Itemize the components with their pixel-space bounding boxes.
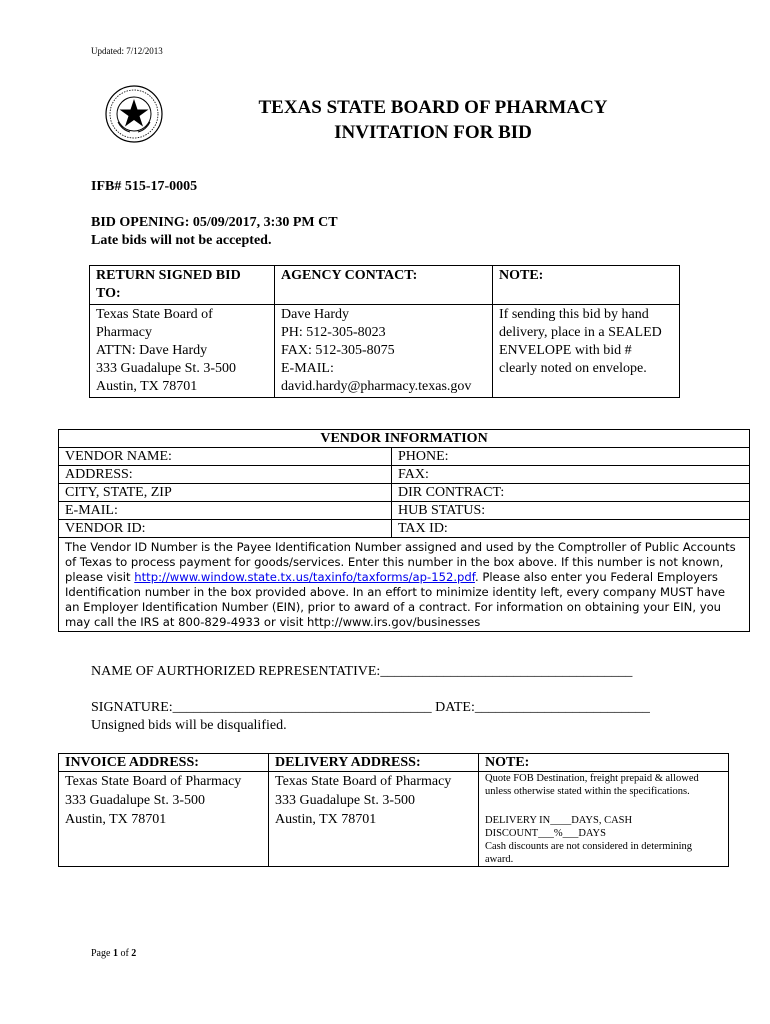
- contact-table: [89, 265, 680, 398]
- vendor-id-field[interactable]: VENDOR ID:: [59, 520, 392, 538]
- title-line-2: INVITATION FOR BID: [334, 122, 532, 143]
- contact-name: Dave Hardy: [281, 307, 350, 322]
- contact-email: david.hardy@pharmacy.texas.gov: [281, 379, 472, 394]
- delivery-line: Austin, TX 78701: [275, 812, 377, 827]
- hand-delivery-note: If sending this bid by hand delivery, place in a SEALED ENVELOPE with bid # clearly noted on envelope.: [493, 305, 680, 398]
- invoice-line: 333 Guadalupe St. 3-500: [65, 793, 205, 808]
- invoice-line: Texas State Board of Pharmacy: [65, 774, 242, 789]
- signature-date-field[interactable]: SIGNATURE:_____________________________________ DATE:_________________________: [91, 700, 650, 715]
- page-prefix: Page: [91, 948, 113, 959]
- vendor-info-header: VENDOR INFORMATION: [59, 430, 750, 448]
- return-line: ATTN: Dave Hardy: [96, 343, 208, 358]
- phone-field[interactable]: PHONE:: [392, 448, 750, 466]
- updated-date: Updated: 7/12/2013: [91, 46, 163, 56]
- delivery-line: 333 Guadalupe St. 3-500: [275, 793, 415, 808]
- return-header: RETURN SIGNED BID TO:: [90, 266, 275, 305]
- page-title: [200, 95, 666, 145]
- notes-text-1: The Vendor ID Number is the Payee Identification Number assigned and used by the Comptroller of Public Accounts of Texas to process payment for goods/services. Enter this number in the box above. If this number is not known, please visit: [65, 540, 736, 584]
- fob-note: Quote FOB Destination, freight prepaid & allowed unless otherwise stated within the specifications.: [485, 773, 699, 797]
- authorized-representative-field[interactable]: NAME OF AURTHORIZED REPRESENTATIVE:____________________________________: [91, 664, 633, 679]
- dir-contract-field[interactable]: DIR CONTRACT:: [392, 484, 750, 502]
- note-header: NOTE:: [493, 266, 680, 305]
- return-line: Austin, TX 78701: [96, 379, 198, 394]
- hub-status-field[interactable]: HUB STATUS:: [392, 502, 750, 520]
- contact-email-label: E-MAIL:: [281, 361, 334, 376]
- contact-fax: FAX: 512-305-8075: [281, 343, 395, 358]
- address-field[interactable]: ADDRESS:: [59, 466, 392, 484]
- delivery-address: [269, 772, 479, 867]
- delivery-days-note: DELIVERY IN____DAYS, CASH DISCOUNT___%___DAYS: [485, 815, 633, 839]
- vendor-information-table: [58, 429, 750, 632]
- title-line-1: TEXAS STATE BOARD OF PHARMACY: [258, 97, 608, 118]
- ifb-number: IFB# 515-17-0005: [91, 179, 198, 194]
- bid-opening: BID OPENING: 05/09/2017, 3:30 PM CT: [91, 215, 338, 230]
- return-line: 333 Guadalupe St. 3-500: [96, 361, 236, 376]
- page-of: of: [117, 948, 132, 959]
- vendor-name-field[interactable]: VENDOR NAME:: [59, 448, 392, 466]
- email-field[interactable]: E-MAIL:: [59, 502, 392, 520]
- page-current: 1: [112, 948, 118, 959]
- agency-contact-header: AGENCY CONTACT:: [275, 266, 493, 305]
- delivery-address-header: DELIVERY ADDRESS:: [269, 754, 479, 772]
- return-line: Texas State Board of Pharmacy: [96, 307, 213, 340]
- address-note-header: NOTE:: [479, 754, 729, 772]
- cash-discount-note: Cash discounts are not considered in determining award.: [485, 841, 693, 865]
- page-total: 2: [131, 948, 137, 959]
- page-number: [91, 948, 136, 959]
- address-table: [58, 753, 729, 867]
- texas-state-seal-icon: [104, 84, 164, 144]
- notes-text-2: . Please also enter you Federal Employers Identification number in the box provided above. In an effort to minimize identity left, every company MUST have an Employer Identification Number (EIN), prior to award of a contract. For information on obtaining your EIN, you may call the IRS at 800-829-4933 or visit http://www.irs.gov/businesses: [65, 570, 726, 629]
- late-bids-notice: Late bids will not be accepted.: [91, 233, 272, 248]
- comptroller-form-link[interactable]: http://www.window.state.tx.us/taxinfo/taxforms/ap-152.pdf: [134, 570, 475, 584]
- address-note: [479, 772, 729, 867]
- invoice-address-header: INVOICE ADDRESS:: [59, 754, 269, 772]
- agency-contact: [275, 305, 493, 398]
- contact-phone: PH: 512-305-8023: [281, 325, 386, 340]
- unsigned-bids-notice: Unsigned bids will be disqualified.: [91, 718, 287, 733]
- return-address: [90, 305, 275, 398]
- fax-field[interactable]: FAX:: [392, 466, 750, 484]
- city-state-zip-field[interactable]: CITY, STATE, ZIP: [59, 484, 392, 502]
- delivery-line: Texas State Board of Pharmacy: [275, 774, 452, 789]
- invoice-address: [59, 772, 269, 867]
- invoice-line: Austin, TX 78701: [65, 812, 167, 827]
- vendor-id-instructions: [59, 538, 750, 632]
- bid-opening-block: [91, 214, 338, 250]
- tax-id-field[interactable]: TAX ID:: [392, 520, 750, 538]
